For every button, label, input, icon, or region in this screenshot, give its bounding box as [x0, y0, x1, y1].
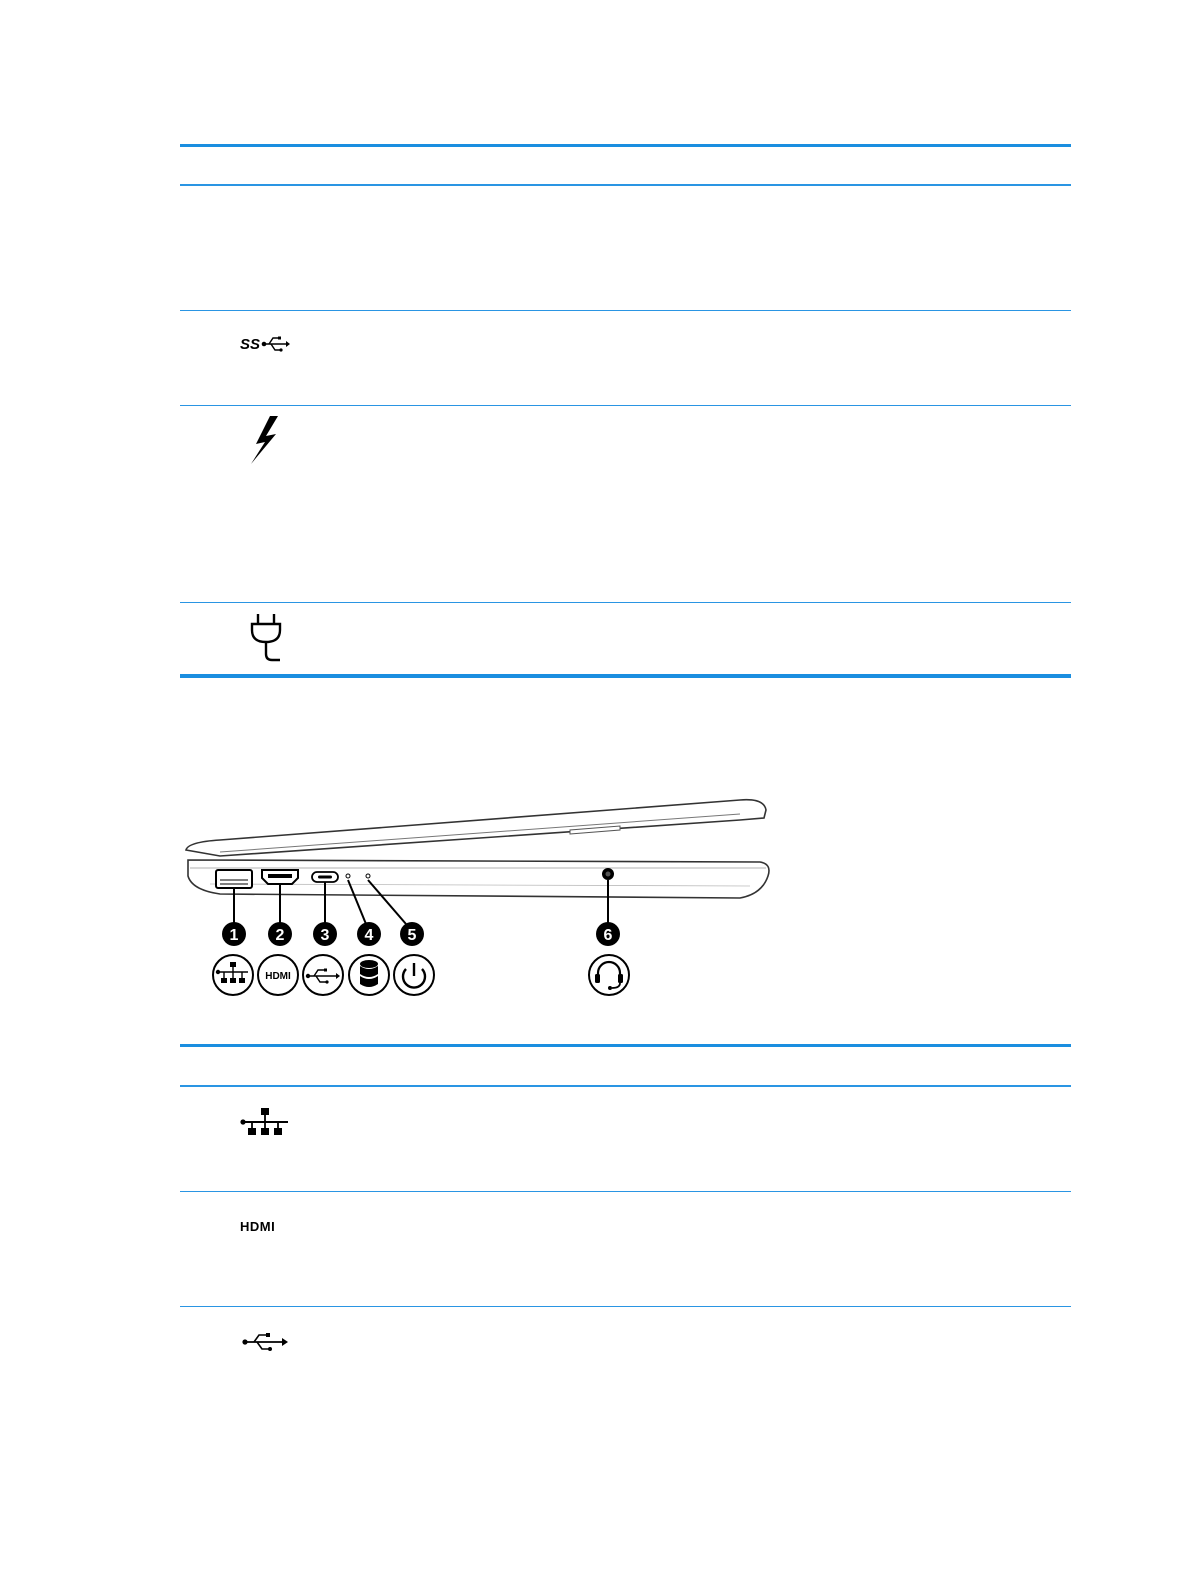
row-divider	[180, 1306, 1071, 1307]
svg-text:1: 1	[229, 927, 239, 944]
svg-text:SS: SS	[240, 336, 261, 353]
row-divider	[180, 1191, 1071, 1192]
svg-text:HDMI: HDMI	[240, 1219, 276, 1234]
header-bottom-rule	[180, 1085, 1071, 1087]
svg-text:5: 5	[407, 927, 417, 944]
components-table-2	[180, 0, 1071, 1584]
table-top-rule	[180, 1044, 1071, 1047]
network-jack-icon	[240, 1108, 290, 1136]
hdmi-icon	[240, 1218, 292, 1234]
svg-text:HDMI: HDMI	[265, 971, 291, 982]
svg-text:2: 2	[275, 927, 285, 944]
svg-text:4: 4	[364, 927, 374, 944]
svg-text:3: 3	[320, 927, 330, 944]
usb-icon	[242, 1330, 288, 1354]
svg-text:6: 6	[603, 927, 613, 944]
